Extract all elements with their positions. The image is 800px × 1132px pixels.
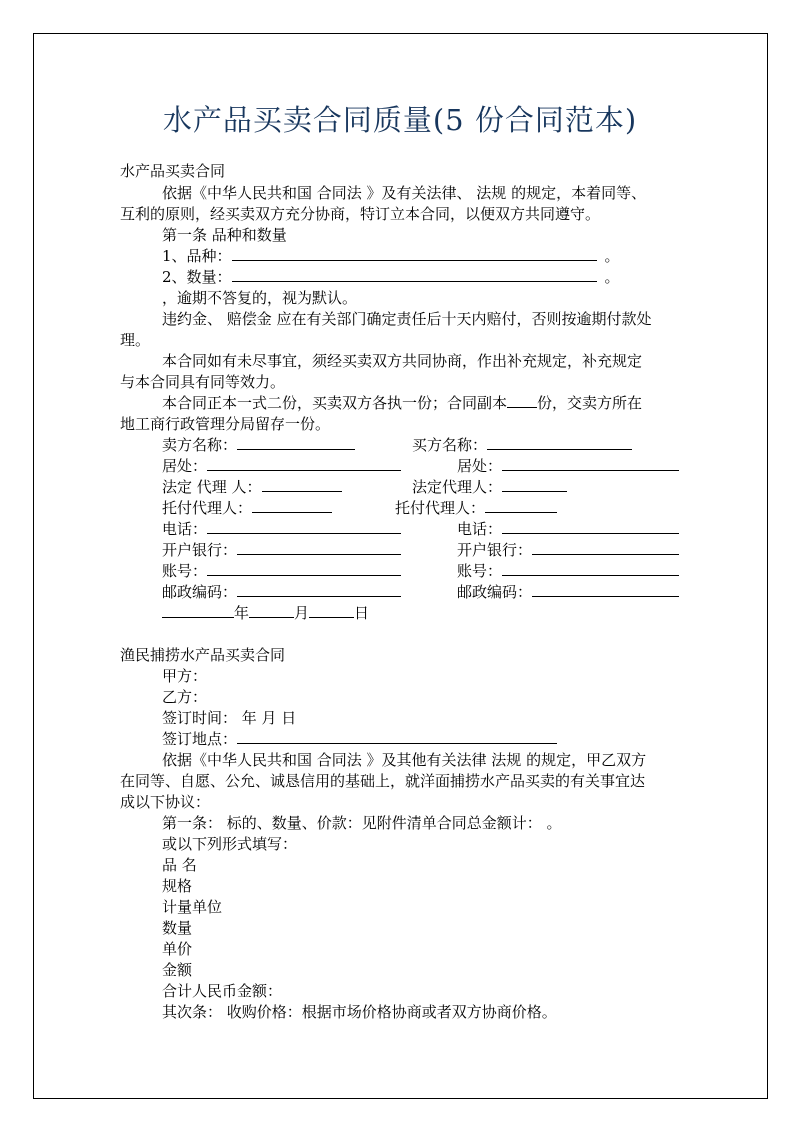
seller-name-label: 卖方名称： — [162, 436, 238, 454]
copies-text-a: 本合同正本一式二份，买卖双方各执一份；合同副本 — [162, 394, 508, 412]
total-rmb-label: 合计人民币金额： — [162, 982, 283, 1000]
contract2-article1: 第一条： 标的、数量、价款：见附件清单合同总金额计： 。 — [162, 814, 562, 832]
contract2-article2: 其次条： 收购价格：根据市场价格协商或者双方协商价格。 — [162, 1003, 557, 1021]
buyer-phone-blank[interactable] — [502, 519, 679, 534]
seller-account-field[interactable] — [162, 561, 401, 581]
contract1-intro-line2: 互利的原则，经买卖双方充分协商，特订立本合同，以便双方共同遵守。 — [120, 205, 601, 223]
quantity-label: 2、数量： — [162, 268, 232, 286]
party-b-label: 乙方： — [162, 688, 208, 706]
buyer-legal-rep-label: 法定代理人： — [412, 478, 503, 496]
field-unit-price: 单价 — [162, 940, 193, 958]
month-label: 月 — [294, 604, 310, 622]
alt-form-note: 或以下列形式填写： — [162, 835, 298, 853]
sign-place-label: 签订地点： — [162, 730, 238, 748]
contract2-intro-line3: 成以下协议： — [120, 793, 211, 811]
buyer-address-field[interactable] — [457, 456, 679, 476]
contract2-heading: 渔民捕捞水产品买卖合同 — [120, 646, 286, 664]
buyer-name-blank[interactable] — [487, 435, 632, 450]
seller-bank-field[interactable] — [162, 540, 401, 560]
seller-legal-rep-blank[interactable] — [262, 477, 342, 492]
copies-count-blank[interactable] — [507, 393, 537, 408]
copies-line1 — [162, 393, 642, 413]
field-spec: 规格 — [162, 877, 193, 895]
copies-line2: 地工商行政管理分局留存一份。 — [120, 415, 331, 433]
seller-agent-label: 托付代理人： — [162, 499, 253, 517]
seller-name-field[interactable] — [162, 435, 355, 455]
quantity-field[interactable] — [162, 267, 620, 287]
supplement-line2: 与本合同具有同等效力。 — [120, 373, 286, 391]
buyer-name-label: 买方名称： — [412, 436, 488, 454]
field-product-name: 品 名 — [162, 856, 197, 874]
seller-name-blank[interactable] — [237, 435, 355, 450]
buyer-legal-rep-blank[interactable] — [502, 477, 567, 492]
seller-address-blank[interactable] — [207, 456, 401, 471]
penalty-line2: 理。 — [120, 331, 151, 349]
party-a-label: 甲方： — [162, 667, 208, 685]
seller-bank-blank[interactable] — [237, 540, 401, 555]
supplement-line1: 本合同如有未尽事宜，须经买卖双方共同协商，作出补充规定，补充规定 — [162, 352, 643, 370]
seller-legal-rep-label: 法定 代理 人： — [162, 478, 262, 496]
quantity-blank[interactable] — [232, 267, 597, 282]
contract1-intro-line1: 依据《中华人民共和国 合同法 》及有关法律、 法规 的规定，本着同等、 — [162, 184, 647, 202]
seller-agent-blank[interactable] — [252, 498, 332, 513]
article1-heading: 第一条 品种和数量 — [162, 226, 287, 244]
quantity-period: 。 — [604, 268, 620, 286]
buyer-bank-blank[interactable] — [532, 540, 679, 555]
seller-postcode-label: 邮政编码： — [162, 583, 238, 601]
buyer-account-blank[interactable] — [502, 561, 679, 576]
seller-bank-label: 开户银行： — [162, 541, 238, 559]
seller-address-label: 居处： — [162, 457, 208, 475]
sign-place-field[interactable] — [162, 729, 557, 749]
penalty-line1: 违约金、 赔偿金 应在有关部门确定责任后十天内赔付，否则按逾期付款处 — [162, 310, 652, 328]
buyer-legal-rep-field[interactable] — [412, 477, 567, 497]
buyer-address-label: 居处： — [457, 457, 503, 475]
buyer-phone-label: 电话： — [457, 520, 503, 538]
sign-time: 签订时间： 年 月 日 — [162, 709, 297, 727]
overdue-clause: ，逾期不答复的，视为默认。 — [162, 289, 358, 307]
buyer-agent-blank[interactable] — [485, 498, 557, 513]
variety-field[interactable] — [162, 246, 620, 266]
day-blank[interactable] — [309, 603, 354, 618]
field-quantity: 数量 — [162, 919, 193, 937]
seller-account-blank[interactable] — [207, 561, 401, 576]
year-label: 年 — [234, 604, 250, 622]
field-unit: 计量单位 — [162, 898, 223, 916]
variety-period: 。 — [604, 247, 620, 265]
variety-blank[interactable] — [232, 246, 597, 261]
month-blank[interactable] — [249, 603, 294, 618]
buyer-phone-field[interactable] — [457, 519, 679, 539]
sign-date-field[interactable] — [162, 603, 369, 623]
seller-legal-rep-field[interactable] — [162, 477, 342, 497]
buyer-bank-field[interactable] — [457, 540, 679, 560]
sign-place-blank[interactable] — [237, 729, 557, 744]
buyer-postcode-label: 邮政编码： — [457, 583, 533, 601]
seller-agent-field[interactable] — [162, 498, 332, 518]
buyer-name-field[interactable] — [412, 435, 632, 455]
seller-account-label: 账号： — [162, 562, 208, 580]
buyer-address-blank[interactable] — [502, 456, 679, 471]
seller-phone-blank[interactable] — [207, 519, 401, 534]
contract2-intro-line2: 在同等、自愿、公允、诚恳信用的基础上，就洋面捕捞水产品买卖的有关事宜达 — [120, 772, 646, 790]
buyer-postcode-blank[interactable] — [532, 582, 679, 597]
contract2-intro-line1: 依据《中华人民共和国 合同法 》及其他有关法律 法规 的规定，甲乙双方 — [162, 751, 647, 769]
document-title: 水产品买卖合同质量(5 份合同范本) — [162, 103, 638, 137]
seller-postcode-blank[interactable] — [237, 582, 401, 597]
day-label: 日 — [354, 604, 370, 622]
seller-phone-field[interactable] — [162, 519, 401, 539]
buyer-account-label: 账号： — [457, 562, 503, 580]
buyer-bank-label: 开户银行： — [457, 541, 533, 559]
field-amount: 金额 — [162, 961, 193, 979]
variety-label: 1、品种： — [162, 247, 232, 265]
seller-address-field[interactable] — [162, 456, 401, 476]
buyer-account-field[interactable] — [457, 561, 679, 581]
copies-text-b: 份，交卖方所在 — [537, 394, 643, 412]
seller-phone-label: 电话： — [162, 520, 208, 538]
contract1-heading: 水产品买卖合同 — [120, 162, 226, 180]
year-blank[interactable] — [162, 603, 234, 618]
seller-postcode-field[interactable] — [162, 582, 401, 602]
buyer-agent-field[interactable] — [395, 498, 557, 518]
buyer-agent-label: 托付代理人： — [395, 499, 486, 517]
buyer-postcode-field[interactable] — [457, 582, 679, 602]
